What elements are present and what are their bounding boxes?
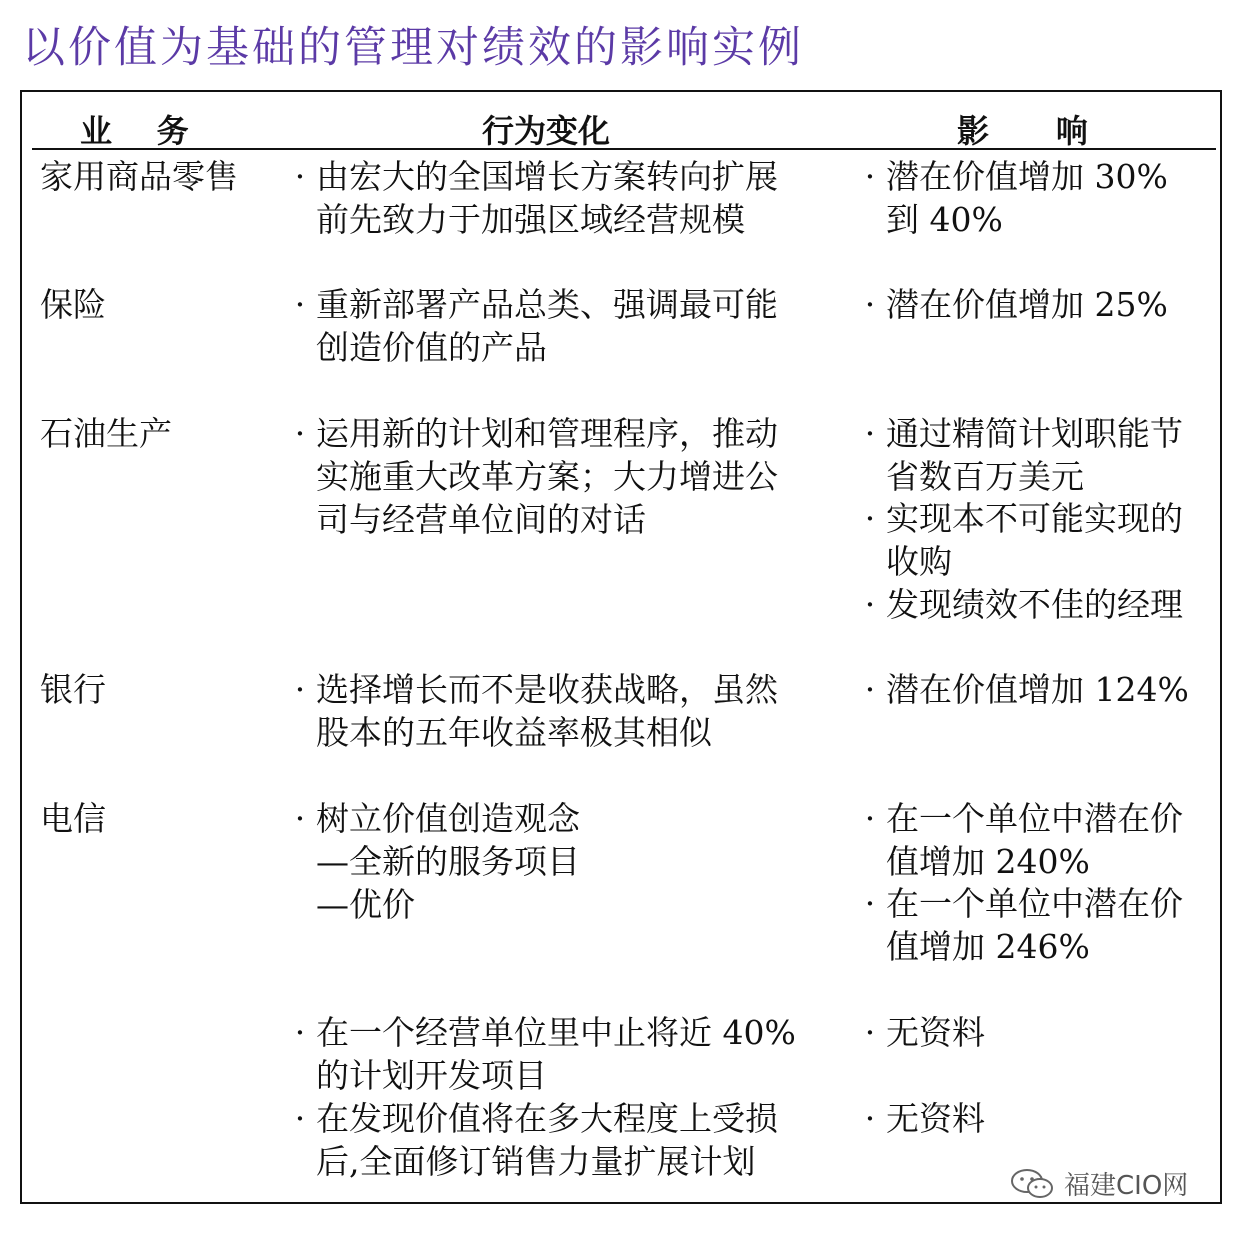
bullet-icon: · [864, 285, 876, 324]
watermark [1010, 1165, 1188, 1202]
impact-text: 发现绩效不佳的经理 [886, 585, 1183, 624]
bullet-icon: · [294, 799, 306, 838]
impact-text: 在一个单位中潜在价 值增加 240% [886, 799, 1183, 881]
impact-text: 无资料 [886, 1099, 985, 1138]
impact-text: 通过精简计划职能节 省数百万美元 [886, 414, 1183, 496]
bullet-icon: · [294, 1013, 306, 1052]
bullet-icon: · [864, 884, 876, 923]
behavior-text: 选择增长而不是收获战略，虽然 股本的五年收益率极其相似 [316, 670, 778, 752]
impact-text: 无资料 [886, 1013, 985, 1052]
bullet-icon: · [864, 1013, 876, 1052]
bullet-icon: · [864, 585, 876, 624]
bullet-icon: · [864, 1099, 876, 1138]
impact-text: 潜在价值增加 124% [886, 670, 1189, 709]
wechat-icon [1010, 1167, 1056, 1201]
row-business: 保险 [40, 285, 106, 324]
row-business: 石油生产 [40, 414, 172, 453]
bullet-icon: · [864, 157, 876, 196]
behavior-text: 重新部署产品总类、强调最可能 创造价值的产品 [316, 285, 778, 367]
row-business: 家用商品零售 [40, 157, 238, 196]
behavior-text: 由宏大的全国增长方案转向扩展 前先致力于加强区域经营规模 [316, 157, 778, 239]
header-behavior: 行为变化 [482, 112, 611, 150]
bullet-icon: · [294, 670, 306, 709]
header-business: 业 务 [80, 112, 189, 150]
behavior-text: 树立价值创造观念 —全新的服务项目 —优价 [316, 799, 580, 924]
bullet-icon: · [864, 499, 876, 538]
behavior-text: 在一个经营单位里中止将近 40% 的计划开发项目 [316, 1013, 796, 1095]
bullet-icon: · [864, 414, 876, 453]
bullet-icon: · [294, 285, 306, 324]
impact-text: 在一个单位中潜在价 值增加 246% [886, 884, 1183, 966]
bullet-icon: · [294, 1099, 306, 1138]
impact-text: 潜在价值增加 30% 到 40% [886, 157, 1168, 239]
header-impact: 影 响 [957, 112, 1088, 150]
behavior-text: 运用新的计划和管理程序，推动 实施重大改革方案；大力增进公 司与经营单位间的对话 [316, 414, 778, 539]
impact-text: 潜在价值增加 25% [886, 285, 1168, 324]
page-title: 以价值为基础的管理对绩效的影响实例 [22, 23, 804, 73]
watermark-text: 福建CIO网 [1064, 1171, 1189, 1201]
row-business: 电信 [40, 799, 106, 838]
table-header [32, 100, 1216, 150]
bullet-icon: · [294, 157, 306, 196]
bullet-icon: · [294, 414, 306, 453]
bullet-icon: · [864, 670, 876, 709]
row-business: 银行 [40, 670, 106, 709]
bullet-icon: · [864, 799, 876, 838]
impact-text: 实现本不可能实现的 收购 [886, 499, 1183, 581]
behavior-text: 在发现价值将在多大程度上受损 后,全面修订销售力量扩展计划 [316, 1099, 778, 1181]
